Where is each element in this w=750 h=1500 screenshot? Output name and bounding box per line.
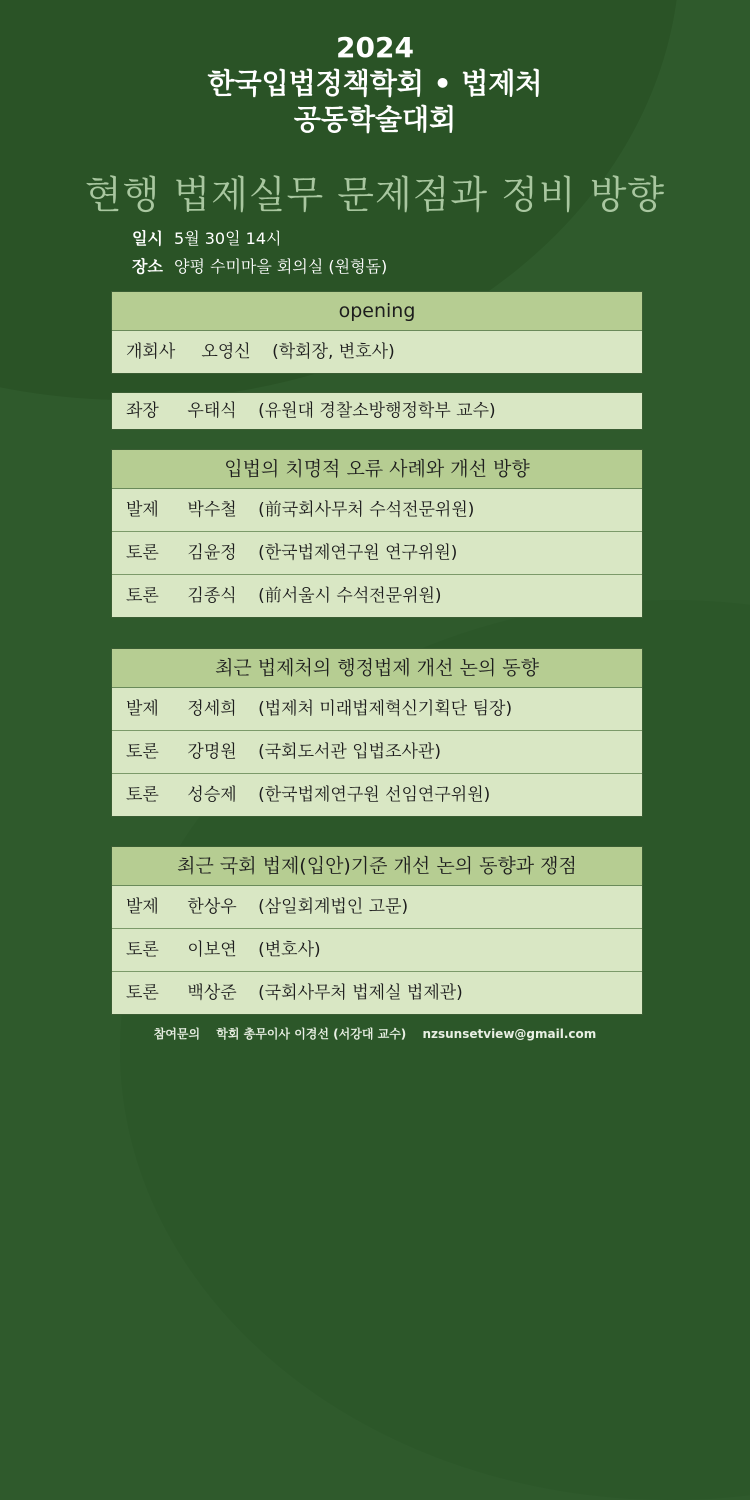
role-label: 발제 [126, 699, 159, 719]
list-item [112, 971, 642, 1014]
speaker-affiliation: (삼일회계법인 고문) [258, 897, 409, 917]
session-1-block [111, 449, 643, 618]
speaker-affiliation: (학회장, 변호사) [272, 342, 395, 362]
session-2-title: 최근 법제처의 행정법제 개선 논의 동향 [112, 649, 642, 688]
speaker-affiliation: (유원대 경찰소방행정학부 교수) [258, 401, 496, 421]
date-label: 일시 [132, 229, 163, 248]
list-item [112, 393, 642, 429]
speaker-name: 이보연 [187, 940, 237, 960]
role-label: 발제 [126, 500, 159, 520]
place-label: 장소 [132, 257, 163, 276]
event-name: 공동학술대회 [293, 103, 457, 136]
role-label: 좌장 [126, 401, 159, 421]
speaker-name: 백상준 [187, 983, 237, 1003]
list-item [112, 531, 642, 574]
list-item [112, 730, 642, 773]
chair-block [111, 392, 643, 430]
role-label: 토론 [126, 785, 159, 805]
list-item [112, 773, 642, 816]
speaker-name: 강명원 [187, 742, 237, 762]
speaker-name: 우태식 [187, 401, 237, 421]
list-item [112, 688, 642, 730]
speaker-affiliation: (법제처 미래법제혁신기획단 팀장) [258, 699, 513, 719]
speaker-name: 성승제 [187, 785, 237, 805]
speaker-affiliation: (한국법제연구원 선임연구위원) [258, 785, 491, 805]
list-item [112, 886, 642, 928]
role-label: 토론 [126, 543, 159, 563]
speaker-name: 한상우 [187, 897, 237, 917]
speaker-name: 박수철 [187, 500, 237, 520]
session-2-block [111, 648, 643, 817]
role-label: 토론 [126, 940, 159, 960]
event-year: 2024 [336, 31, 414, 64]
session-3-block [111, 846, 643, 1015]
place-value: 양평 수미마을 회의실 (원형돔) [174, 257, 388, 276]
list-item [112, 928, 642, 971]
speaker-affiliation: (前서울시 수석전문위원) [258, 586, 442, 606]
opening-block [111, 291, 643, 374]
contact-footer [0, 1025, 750, 1042]
contact-label: 참여문의 [153, 1027, 201, 1041]
speaker-name: 김종식 [187, 586, 237, 606]
role-label: 발제 [126, 897, 159, 917]
poster-header [0, 30, 750, 138]
date-value: 5월 30일 14시 [174, 229, 282, 248]
date-info [132, 228, 281, 250]
role-label: 토론 [126, 742, 159, 762]
contact-person: 학회 총무이사 이경선 (서강대 교수) [216, 1027, 407, 1041]
list-item [112, 489, 642, 531]
session-3-title: 최근 국회 법제(입안)기준 개선 논의 동향과 쟁점 [112, 847, 642, 886]
speaker-affiliation: (국회도서관 입법조사관) [258, 742, 441, 762]
list-item [112, 331, 642, 373]
speaker-affiliation: (한국법제연구원 연구위원) [258, 543, 458, 563]
speaker-affiliation: (前국회사무처 수석전문위원) [258, 500, 475, 520]
list-item [112, 574, 642, 617]
contact-email[interactable]: nzsunsetview@gmail.com [422, 1027, 597, 1041]
opening-title: opening [112, 292, 642, 331]
organizers: 한국입법정책학회 • 법제처 [207, 67, 543, 100]
speaker-name: 김윤정 [187, 543, 237, 563]
speaker-affiliation: (국회사무처 법제실 법제관) [258, 983, 463, 1003]
event-theme: 현행 법제실무 문제점과 정비 방향 [84, 173, 666, 217]
role-label: 토론 [126, 983, 159, 1003]
place-info [132, 256, 387, 278]
role-label: 개회사 [126, 342, 176, 362]
session-1-title: 입법의 치명적 오류 사례와 개선 방향 [112, 450, 642, 489]
speaker-name: 오영신 [201, 342, 251, 362]
speaker-name: 정세희 [187, 699, 237, 719]
speaker-affiliation: (변호사) [258, 940, 321, 960]
role-label: 토론 [126, 586, 159, 606]
